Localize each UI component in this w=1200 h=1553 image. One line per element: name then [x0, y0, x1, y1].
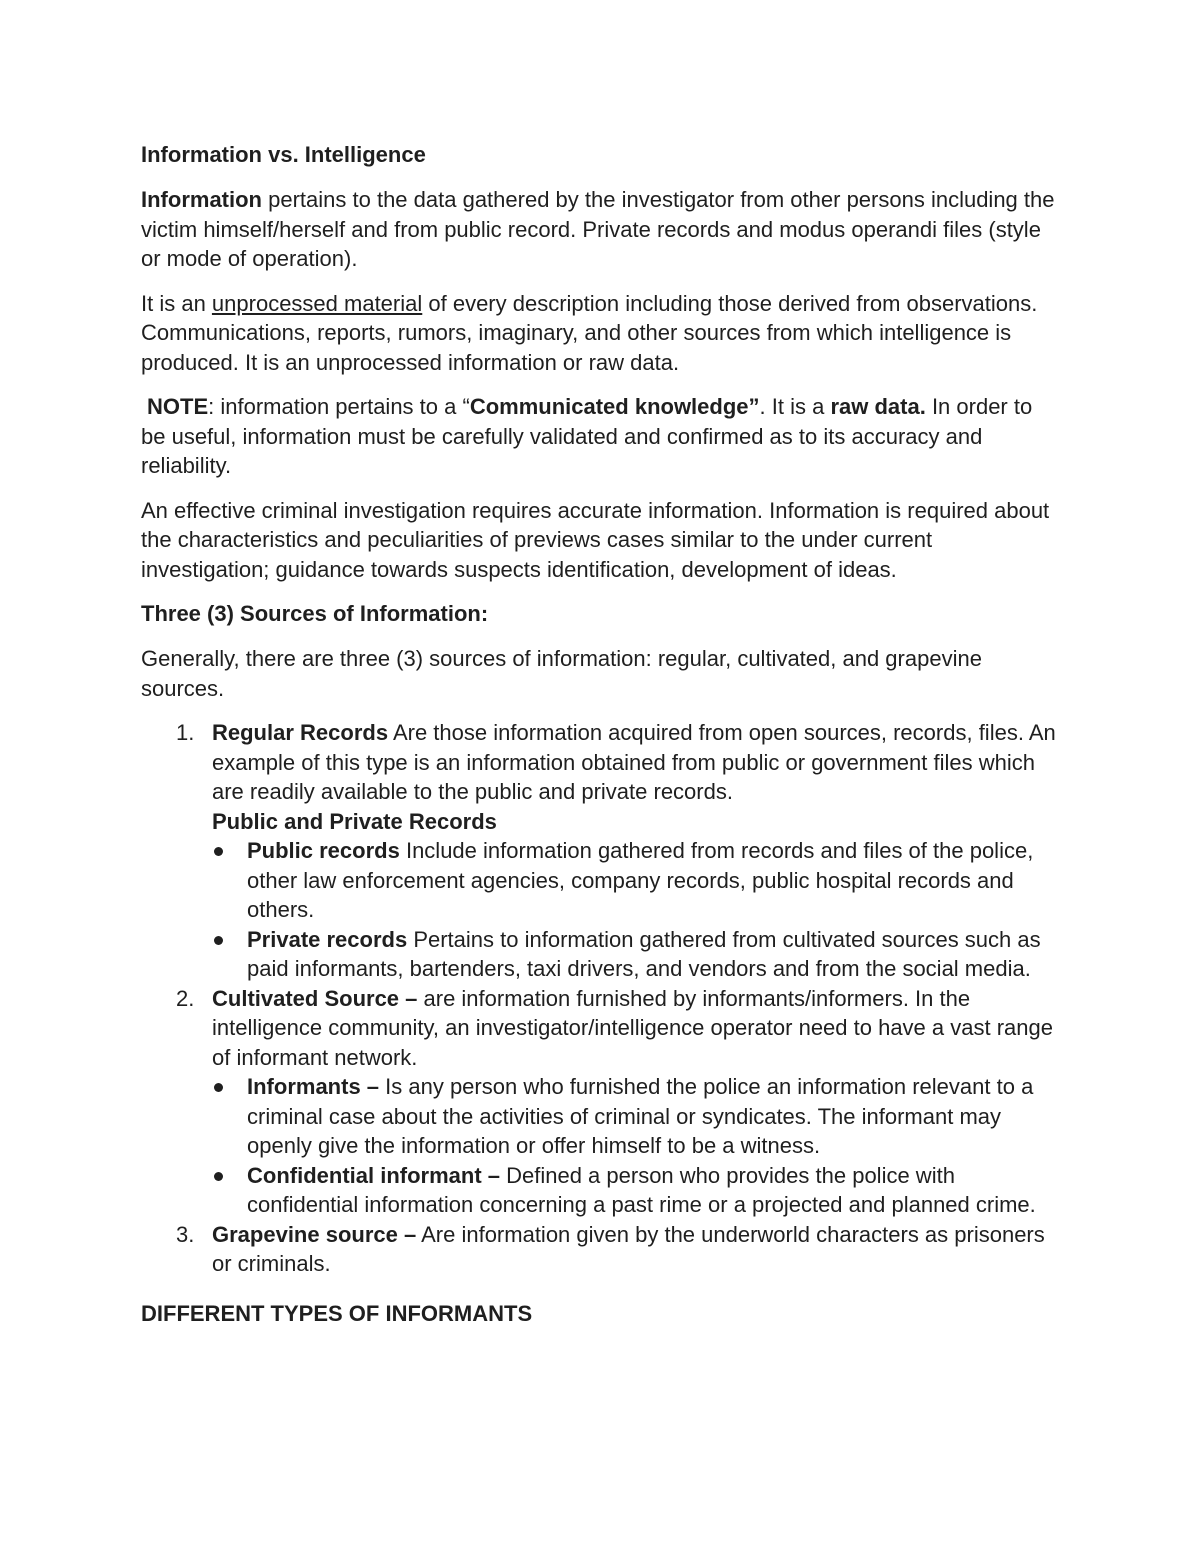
sources-heading: Three (3) Sources of Information: [141, 601, 489, 626]
sources-list [141, 718, 1061, 1279]
document-body [141, 140, 1061, 1329]
bullet-icon [214, 936, 223, 945]
bullet-item: Private records Pertains to information gathered from cultivated sources such as paid informants, bartenders, taxi drivers, and vendors and from the social media. [212, 925, 1061, 984]
underlined-term: unprocessed material [211, 290, 423, 316]
bullet-list [212, 1072, 1061, 1220]
paragraph-unprocessed: It is an unprocessed material of every description including those derived from observations. Communications, reports, rumors, imaginary, and other sources from which intelligence is produced. It is an unprocessed information or raw data. [141, 290, 1038, 375]
term-information: Information [141, 187, 262, 212]
note-label: NOTE [147, 394, 209, 419]
paragraph-information: Information pertains to the data gathered by the investigator from other persons including the victim himself/herself and from public record. Private records and modus operandi files (style or mode of operation). [141, 187, 1055, 271]
bullet-icon [214, 1172, 223, 1181]
bullet-item: Confidential informant – Defined a person who provides the police with confidential information concerning a past rime or a projected and planned crime. [212, 1161, 1061, 1220]
bullet-icon [214, 1083, 223, 1092]
bullet-group [141, 1072, 1061, 1220]
bullet-list [212, 836, 1061, 984]
source-item-regular: 1. Regular Records Are those information acquired from open sources, records, files. An example of this type is an information obtained from public or government files which are readily available to the public and private records. [176, 720, 1056, 804]
bullet-item: Informants – Is any person who furnished the police an information relevant to a criminal case about the activities of criminal or syndicates. The informant may openly give the information or offer himself to be a witness. [212, 1072, 1061, 1161]
types-of-informants-heading: DIFFERENT TYPES OF INFORMANTS [141, 1300, 533, 1326]
bullet-group [141, 836, 1061, 984]
paragraph-effective-investigation: An effective criminal investigation requires accurate information. Information is required about the characteristics and peculiarities of previews cases similar to the under current investigation; guidance towards suspects identification, development of ideas. [141, 497, 1050, 582]
bullet-item: Public records Include information gathered from records and files of the police, other law enforcement agencies, company records, public hospital records and others. [212, 836, 1061, 925]
bullet-icon [214, 847, 223, 856]
paragraph-note: NOTE: information pertains to a “Communicated knowledge”. It is a raw data. In order to be useful, information must be carefully validated and confirmed as to its accuracy and reliability. [141, 394, 1033, 478]
subheading-public-private: Public and Private Records [212, 808, 497, 834]
source-item-grapevine: 3. Grapevine source – Are information given by the underworld characters as prisoners or criminals. [176, 1221, 1045, 1276]
sources-intro: Generally, there are three (3) sources of information: regular, cultivated, and grapevine sources. [141, 646, 982, 701]
document-title: Information vs. Intelligence [141, 142, 426, 167]
source-item-cultivated: 2. Cultivated Source – are information furnished by informants/informers. In the intelligence community, an investigator/intelligence operator need to have a vast range of informant network. [176, 985, 1053, 1070]
